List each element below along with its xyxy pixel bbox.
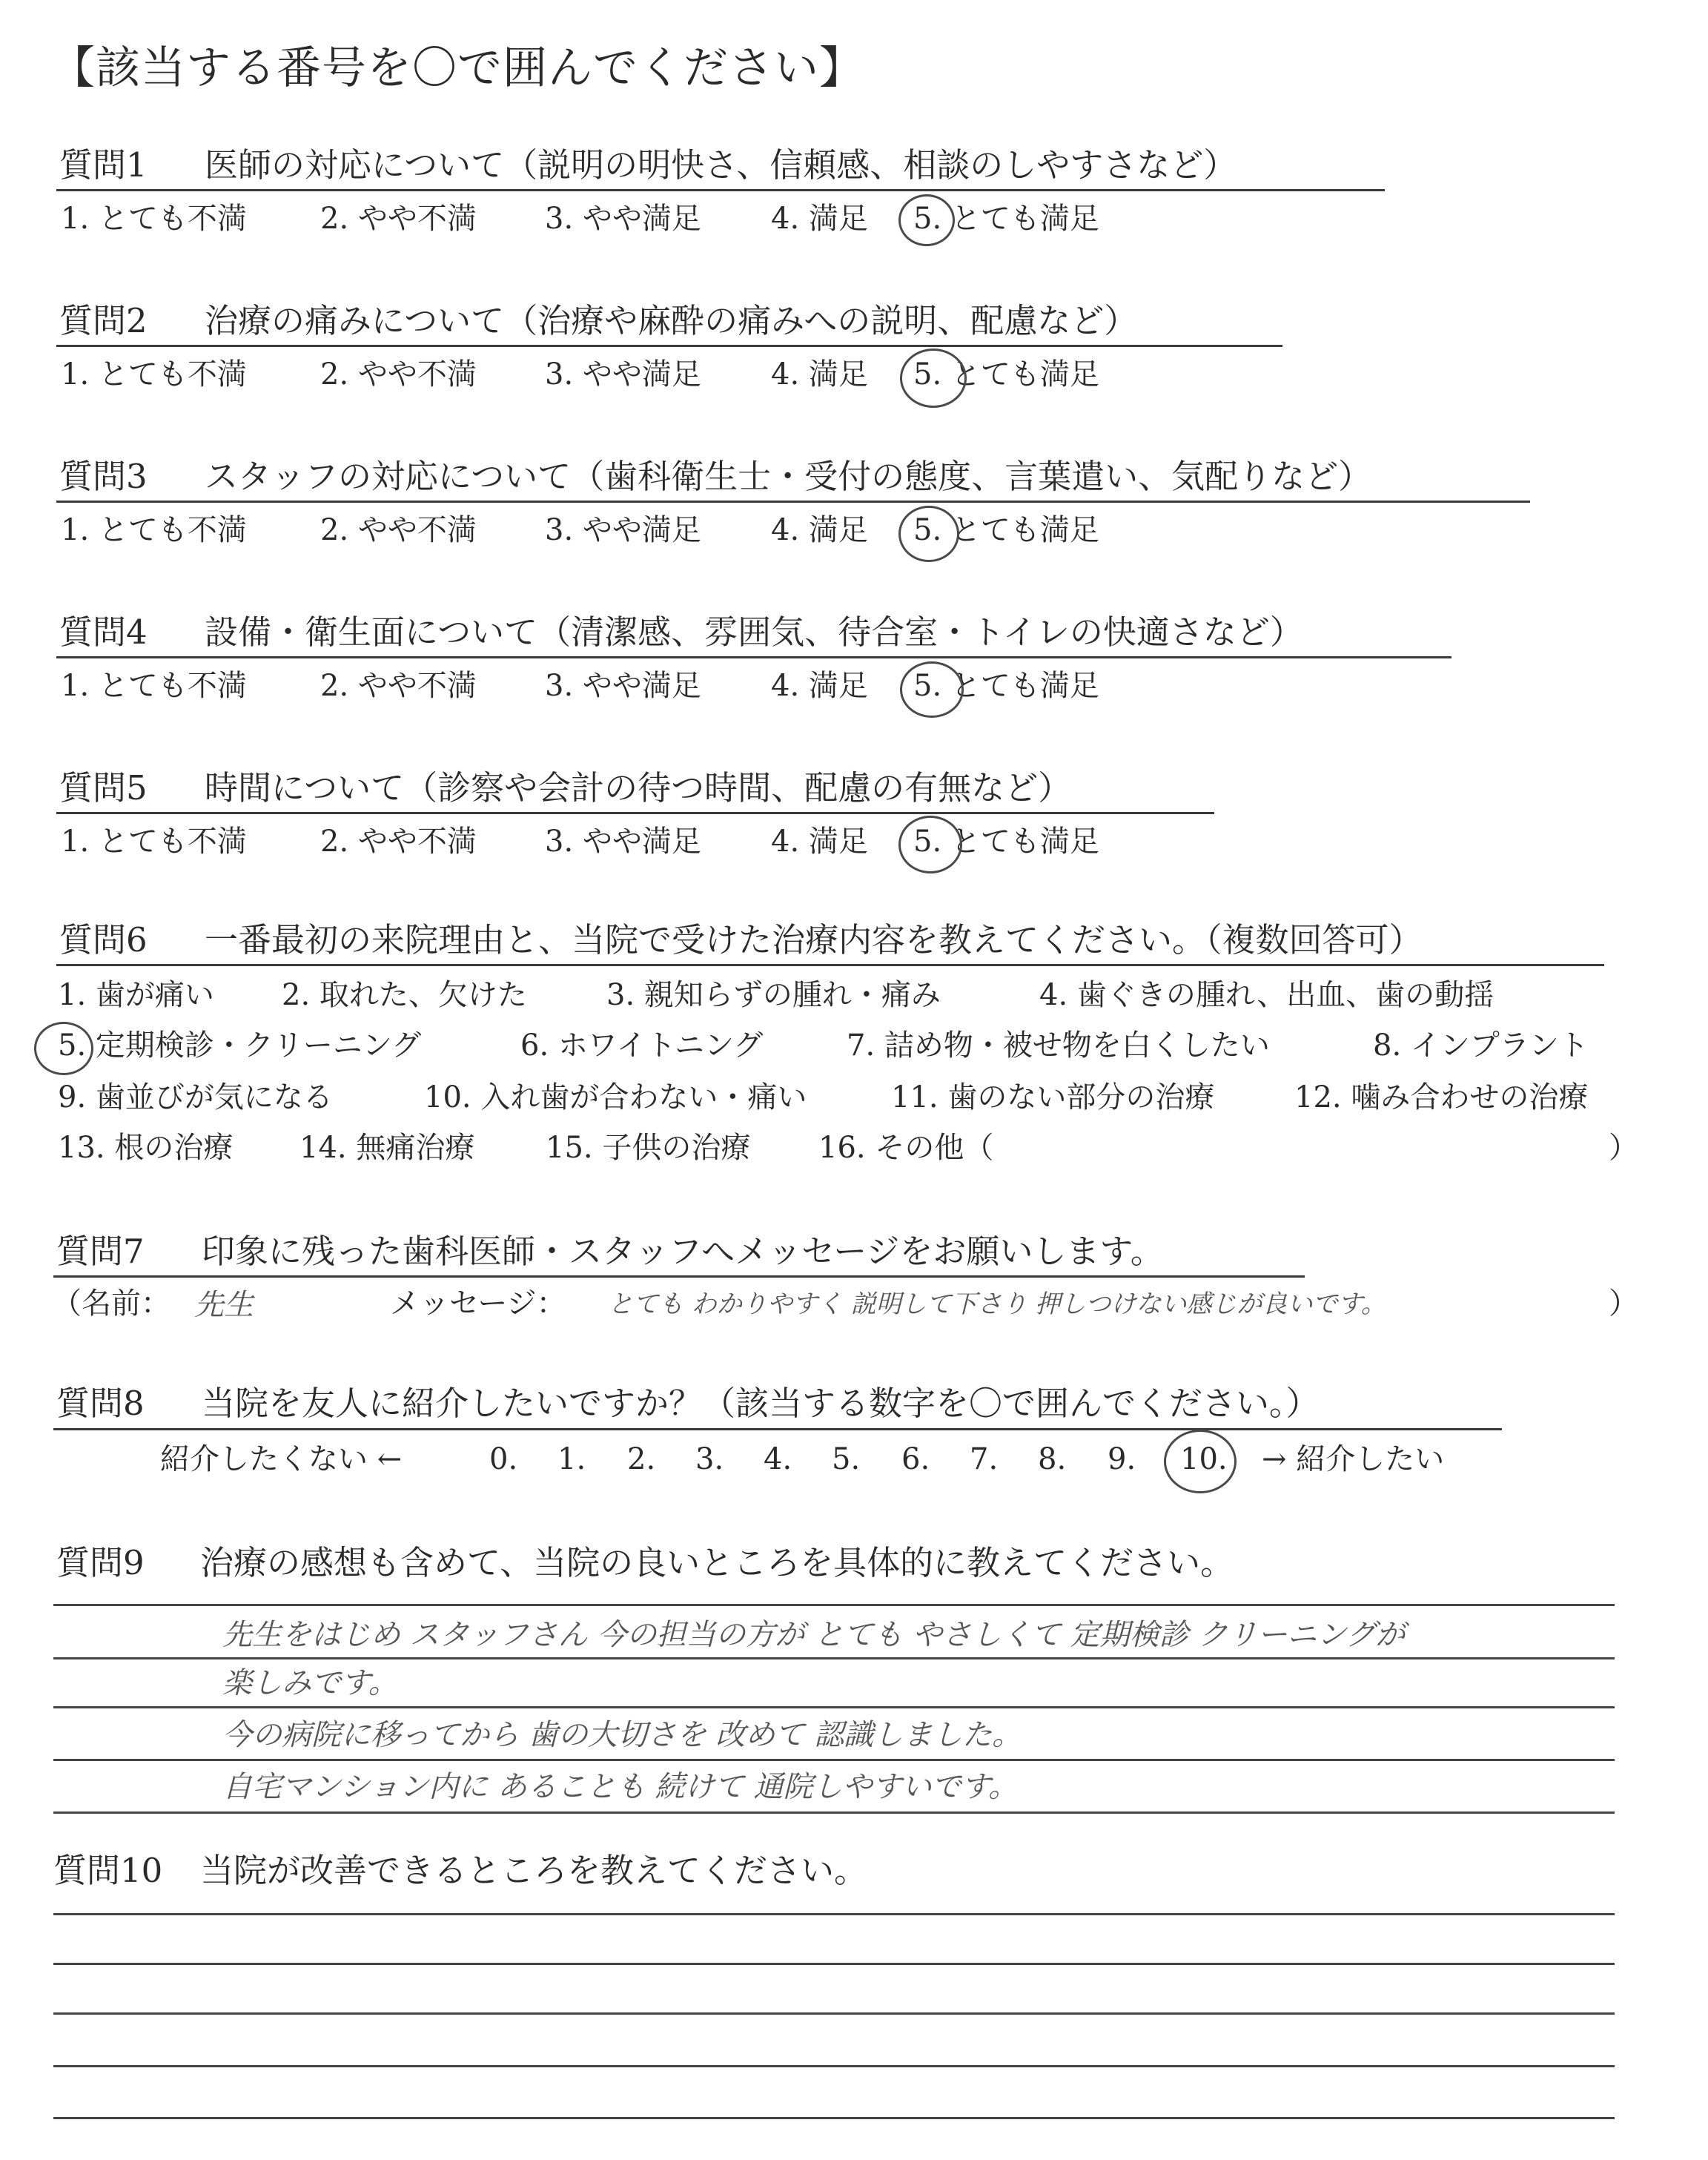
answer-handwriting[interactable]: 今の病院に移ってから 歯の大切さを 改めて 認識しました。	[222, 1718, 1022, 1752]
question-text: スタッフの対応について（歯科衛生士・受付の態度、言葉遣い、気配りなど）	[205, 457, 1372, 496]
option-5[interactable]: 5. とても満足	[913, 513, 1099, 547]
selection-circle	[900, 661, 964, 718]
scale-option[interactable]: 2.	[627, 1442, 656, 1476]
scale-right-label: → 紹介したい	[1262, 1442, 1445, 1476]
q6-other-close: ）	[1609, 1131, 1638, 1165]
question-text: 当院を友人に紹介したいですか？（該当する数字を〇で囲んでください。）	[202, 1384, 1320, 1423]
option-5[interactable]: 5. とても満足	[913, 669, 1099, 703]
q6-option[interactable]: 6. ホワイトニング	[520, 1028, 764, 1063]
answer-line[interactable]	[53, 2012, 1615, 2015]
scale-option[interactable]: 1.	[557, 1442, 586, 1476]
option-2[interactable]: 2. やや不満	[320, 202, 477, 236]
option-5[interactable]: 5. とても満足	[913, 202, 1099, 236]
question-label: 質問8	[56, 1384, 145, 1423]
answer-line	[53, 1604, 1615, 1606]
answer-line[interactable]	[53, 2117, 1615, 2119]
message-answer[interactable]: とても わかりやすく 説明して下さり 押しつけない感じが良いです。	[608, 1289, 1386, 1319]
question-text: 設備・衛生面について（清潔感、雰囲気、待合室・トイレの快適さなど）	[205, 612, 1303, 652]
scale-left-label: 紹介したくない ←	[160, 1442, 403, 1476]
option-1[interactable]: 1. とても不満	[61, 202, 247, 236]
option-1[interactable]: 1. とても不満	[61, 357, 247, 392]
question-underline	[56, 345, 1282, 347]
q6-option[interactable]: 11. 歯のない部分の治療	[891, 1080, 1215, 1114]
answer-line[interactable]	[53, 2065, 1615, 2067]
name-label: （名前：	[52, 1287, 171, 1321]
question-underline	[56, 501, 1530, 503]
scale-option[interactable]: 6.	[901, 1442, 930, 1476]
q6-option[interactable]: 14. 無痛治療	[299, 1131, 475, 1165]
question-label: 質問7	[56, 1232, 145, 1271]
name-answer[interactable]: 先生	[194, 1288, 254, 1322]
question-label: 質問9	[56, 1543, 145, 1582]
option-1[interactable]: 1. とても不満	[61, 513, 247, 547]
scale-option[interactable]: 0.	[489, 1442, 518, 1476]
option-3[interactable]: 3. やや満足	[545, 669, 701, 703]
q6-option[interactable]: 4. 歯ぐきの腫れ、出血、歯の動揺	[1039, 978, 1494, 1012]
option-2[interactable]: 2. やや不満	[320, 669, 477, 703]
question-label: 質問2	[59, 301, 148, 340]
answer-line[interactable]	[53, 1913, 1615, 1915]
selection-circle	[1164, 1430, 1237, 1493]
option-2[interactable]: 2. やや不満	[320, 357, 477, 392]
q6-option[interactable]: 12. 噛み合わせの治療	[1294, 1080, 1589, 1114]
option-3[interactable]: 3. やや満足	[545, 513, 701, 547]
instruction-header: 【該当する番号を〇で囲んでください】	[50, 42, 864, 94]
question-text: 一番最初の来院理由と、当院で受けた治療内容を教えてください。（複数回答可）	[205, 920, 1423, 960]
option-4[interactable]: 4. 満足	[771, 513, 868, 547]
question-text: 医師の対応について（説明の明快さ、信頼感、相談のしやすさなど）	[205, 145, 1237, 185]
selection-circle	[34, 1022, 93, 1075]
question-underline	[56, 964, 1604, 966]
selection-circle	[900, 349, 967, 408]
question-underline	[56, 812, 1214, 814]
q6-option[interactable]: 2. 取れた、欠けた	[282, 978, 527, 1012]
question-text: 当院が改善できるところを教えてください。	[200, 1851, 868, 1890]
scale-option[interactable]: 9.	[1108, 1442, 1136, 1476]
answer-handwriting[interactable]: 自宅マンション内に あることも 続けて 通院しやすいです。	[222, 1770, 1019, 1804]
option-1[interactable]: 1. とても不満	[61, 825, 247, 859]
option-5[interactable]: 5. とても満足	[913, 357, 1099, 392]
option-3[interactable]: 3. やや満足	[545, 825, 701, 859]
message-label: メッセージ：	[390, 1287, 566, 1321]
answer-line	[53, 1657, 1615, 1659]
message-close: ）	[1609, 1287, 1638, 1321]
question-underline	[56, 189, 1385, 191]
q6-option[interactable]: 13. 根の治療	[58, 1131, 234, 1165]
question-text: 治療の感想も含めて、当院の良いところを具体的に教えてください。	[200, 1543, 1234, 1582]
question-text: 時間について（診察や会計の待つ時間、配慮の有無など）	[205, 768, 1072, 807]
option-4[interactable]: 4. 満足	[771, 357, 868, 392]
question-underline	[56, 656, 1452, 658]
q6-option[interactable]: 1. 歯が痛い	[58, 978, 214, 1012]
scale-option[interactable]: 8.	[1038, 1442, 1067, 1476]
scale-option[interactable]: 7.	[970, 1442, 999, 1476]
question-text: 治療の痛みについて（治療や麻酔の痛みへの説明、配慮など）	[205, 301, 1138, 340]
question-label: 質問5	[59, 768, 148, 807]
question-label: 質問4	[59, 612, 148, 652]
q6-option[interactable]: 7. 詰め物・被せ物を白くしたい	[847, 1028, 1270, 1063]
question-label: 質問6	[59, 920, 148, 960]
q6-option[interactable]: 10. 入れ歯が合わない・痛い	[424, 1080, 807, 1114]
selection-circle	[898, 194, 955, 246]
option-1[interactable]: 1. とても不満	[61, 669, 247, 703]
answer-handwriting[interactable]: 楽しみです。	[222, 1666, 398, 1700]
answer-handwriting[interactable]: 先生をはじめ スタッフさん 今の担当の方が とても やさしくて 定期検診 クリーニングが	[222, 1618, 1406, 1652]
selection-circle	[898, 506, 959, 562]
q6-option[interactable]: 9. 歯並びが気になる	[58, 1080, 333, 1114]
scale-option[interactable]: 4.	[764, 1442, 792, 1476]
question-underline	[53, 1275, 1305, 1278]
option-4[interactable]: 4. 満足	[771, 669, 868, 703]
scale-option[interactable]: 10.	[1180, 1442, 1228, 1476]
q6-option[interactable]: 16. その他（	[818, 1131, 994, 1165]
question-label: 質問10	[53, 1851, 163, 1890]
question-label: 質問3	[59, 457, 148, 496]
option-5[interactable]: 5. とても満足	[913, 825, 1099, 859]
q6-option[interactable]: 8. インプラント	[1373, 1028, 1589, 1063]
question-underline	[53, 1428, 1502, 1430]
option-4[interactable]: 4. 満足	[771, 825, 868, 859]
scale-option[interactable]: 3.	[695, 1442, 724, 1476]
q6-option[interactable]: 5. 定期検診・クリーニング	[58, 1028, 422, 1063]
answer-line	[53, 1759, 1615, 1761]
option-2[interactable]: 2. やや不満	[320, 513, 477, 547]
answer-line	[53, 1811, 1615, 1814]
answer-line	[53, 1706, 1615, 1708]
question-label: 質問1	[59, 145, 148, 185]
question-text: 印象に残った歯科医師・スタッフへメッセージをお願いします。	[202, 1232, 1164, 1271]
option-2[interactable]: 2. やや不満	[320, 825, 477, 859]
answer-line[interactable]	[53, 1963, 1615, 1965]
selection-circle	[898, 816, 962, 873]
scale-option[interactable]: 5.	[832, 1442, 861, 1476]
option-3[interactable]: 3. やや満足	[545, 357, 701, 392]
option-3[interactable]: 3. やや満足	[545, 202, 701, 236]
option-4[interactable]: 4. 満足	[771, 202, 868, 236]
q6-option[interactable]: 15. 子供の治療	[546, 1131, 751, 1165]
q6-option[interactable]: 3. 親知らずの腫れ・痛み	[606, 978, 941, 1012]
